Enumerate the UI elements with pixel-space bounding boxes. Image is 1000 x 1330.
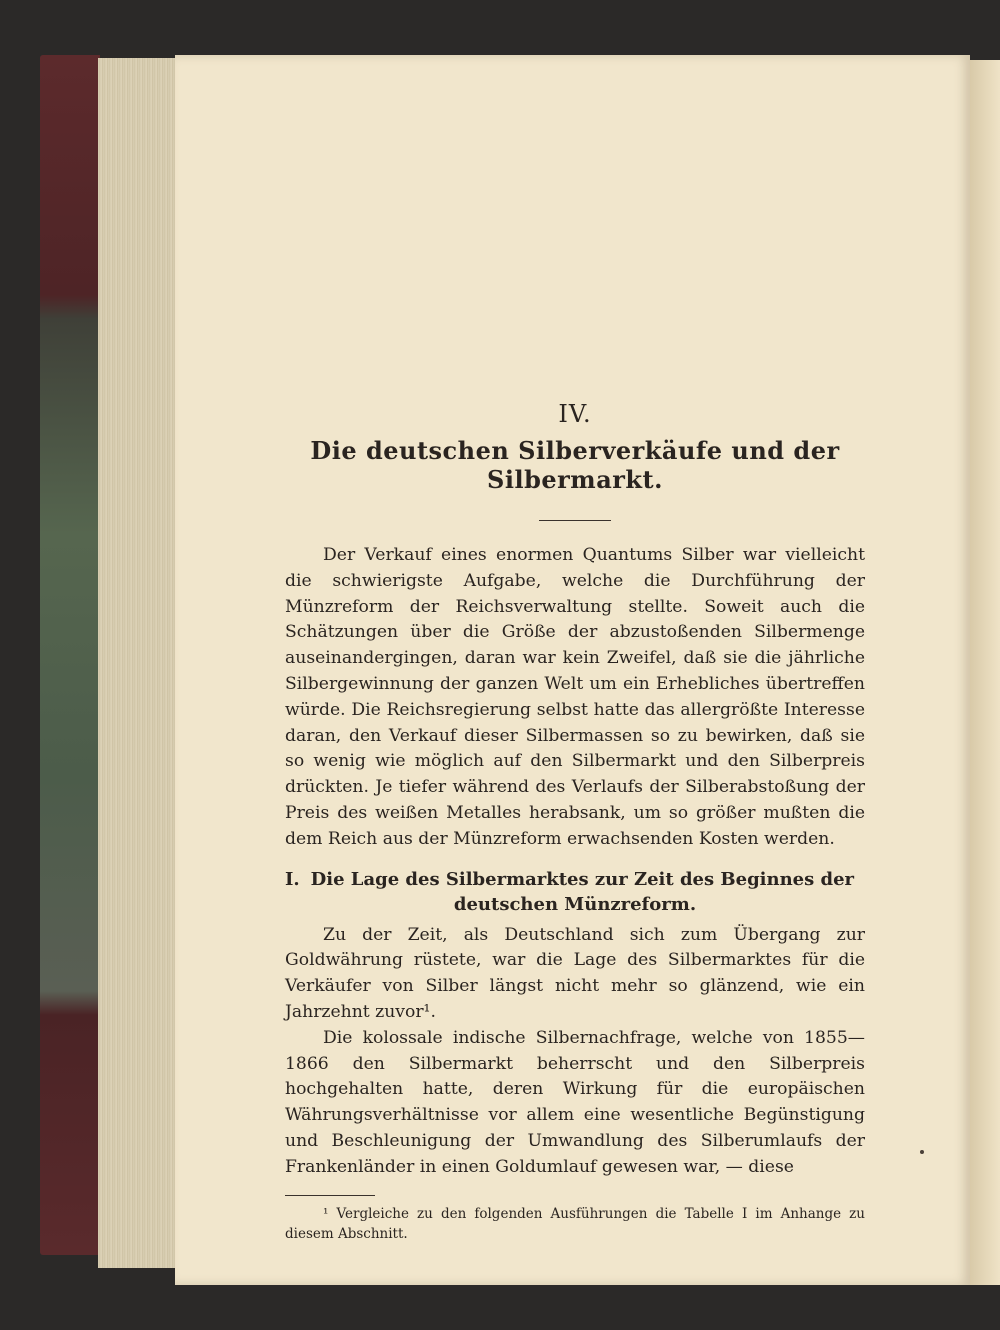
page-stack-edges bbox=[98, 58, 180, 1268]
page-content bbox=[285, 400, 865, 1244]
section-number: I. bbox=[285, 868, 300, 890]
footnote-divider bbox=[285, 1195, 375, 1196]
ink-speck bbox=[920, 1150, 924, 1154]
facing-page-edge bbox=[968, 60, 1000, 1285]
title-divider bbox=[539, 520, 611, 521]
chapter-number: IV. bbox=[558, 400, 592, 428]
section-paragraph-2: Die kolossale indische Silbernachfrage, welche von 1855—1866 den Silbermarkt beherrscht und den Silberpreis hochgehalten hatte, deren Wirkung für die europäischen Währungsverhältnisse vor allem eine wesentliche Begünstigung und Beschleunigung der Umwandlung des Silberumlaufs der Frankenländer in einen Goldumlauf gewesen war, — diese bbox=[285, 1027, 865, 1177]
section-title: Die Lage des Silbermarktes zur Zeit des Beginnes der deutschen Münzreform. bbox=[310, 868, 855, 915]
book-cover-edge bbox=[40, 55, 100, 1255]
intro-paragraph: Der Verkauf eines enormen Quantums Silber war vielleicht die schwierigste Aufgabe, welche die Durchführung der Münzreform der Reichsverwaltung stellte. Soweit auch die Schätzungen über die Größe der abzustoßenden Silbermenge auseinandergingen, daran war kein Zweifel, daß sie die jährliche Silbergewinnung der ganzen Welt um ein Erhebliches übertreffen würde. Die Reichsregierung selbst hatte das allergrößte Interesse daran, den Verkauf dieser Silbermassen so zu bewirken, daß sie so wenig wie möglich auf den Silbermarkt und den Silberpreis drückten. Je tiefer während des Verlaufs der Silberabstoßung der Preis des weißen Metalles herabsank, um so größer mußten die dem Reich aus der Münzreform erwachsenden Kosten werden. bbox=[285, 545, 865, 849]
section-paragraph-1: Zu der Zeit, als Deutschland sich zum Übergang zur Goldwährung rüstete, war die Lage des Silbermarktes für die Verkäufer von Silber längst nicht mehr so glänzend, wie ein Jahrzehnt zuvor¹. bbox=[285, 924, 865, 1022]
footnote: ¹ Vergleiche zu den folgenden Ausführungen die Tabelle I im Anhange zu diesem Abschnitt. bbox=[285, 1205, 865, 1242]
section-heading bbox=[285, 867, 865, 917]
chapter-title: Die deutschen Silberverkäufe und der Silbermarkt. bbox=[310, 436, 840, 494]
book-page bbox=[175, 55, 970, 1285]
